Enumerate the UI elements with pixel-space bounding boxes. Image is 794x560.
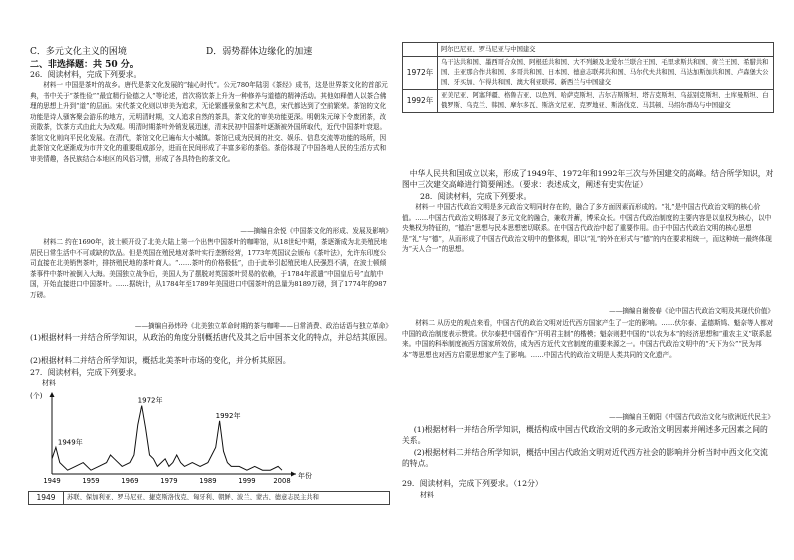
treaty-line-chart (24, 388, 324, 486)
q26-prompt: 26．阅读材料，完成下列要求。 (30, 70, 142, 79)
q26-material1: 材料一 中国是茶叶的故乡。唐代是茶文化发展的“轴心时代”。公元780年陆羽《茶经》成书，这是世界茶文化的首部元典，书中关于“茶性俭”“最宜精行俭德之人”等论述，首次将饮茶上升为一种修养与道德的精神活动。其他如释僧人以茶合佛理的思想上升到“道”的层面。宋代茶文化则以审美为追求，无论繁盛景象和艺术气息，宋代都达到了空前繁荣。茶馆的文化功能是诗人骚客聚会游乐的地方，元明清时期，文人追求自然的茶具，茶文化的审美功能更深。明朝朱元璋下令废团茶，改贡散茶，饮茶方式由此大为改观。明清时期茶叶外销发展迅速，清末民初中国茶叶逐渐被外国所取代，近代中国茶叶衰退。茶馆文化则向平民化发展。在清代，茶馆文化已遍布大小城镇。茶馆已成为民间的社交、娱乐、信息交流等功能的场所，因此茶馆文化逐渐成为市井文化的重要组成部分，进而在民间形成了丰富多彩的茶俗。茶俗体现了中国各地人民的生活方式和审美情趣，各民族结合本地区的风俗习惯，形成了各具特色的茶文化。 (30, 81, 388, 163)
x-tick-label: 1969 (121, 477, 139, 485)
table-row (29, 492, 390, 505)
table-year-cell: 1992年 (403, 90, 438, 113)
x-tick-label: 2008 (273, 477, 291, 485)
q28-task2: (2)根据材料二并结合所学知识，概括中国古代政治文明对近代西方社会的影响并分析当时中西文化交流的特点。 (402, 448, 768, 468)
q28-prompt: 28．阅读材料，完成下列要求。 (420, 192, 532, 201)
series-line (52, 406, 282, 471)
q28-source1: ——摘编自谢俊春《论中国古代政治文明及其现代价值》 (609, 307, 774, 315)
peak-annotation: 1949年 (57, 438, 83, 447)
table-text-cell: 亚美尼亚、阿塞拜疆、格鲁吉亚、以色列、哈萨克斯坦、吉尔吉斯斯坦、塔吉克斯坦、乌兹别克斯坦、土库曼斯坦、白俄罗斯、乌克兰、韩国、摩尔多瓦、斯洛文尼亚、克罗地亚、斯洛伐克、马其顿、马绍尔群岛与中国建交 (438, 90, 774, 113)
x-axis-arrow (291, 472, 296, 477)
section-title: 二、非选择题：共 50 分。 (30, 60, 139, 70)
table-text-cell: 苏联、保加利亚、罗马尼亚、捷克斯洛伐克、匈牙利、朝鲜、波兰、蒙古、德意志民主共和 (64, 492, 390, 505)
table-row (403, 90, 774, 113)
q26-source1: ——摘编自余悦《中国茶文化的形成、发展及影响》 (240, 227, 392, 235)
q29-prompt: 29．阅读材料，完成下列要求。（12分） (402, 479, 543, 488)
x-axis-label: 年份 (298, 472, 312, 480)
q27-material-label: 材料 (42, 379, 56, 387)
x-tick-label: 1989 (199, 477, 217, 485)
x-tick-label: 1959 (82, 477, 100, 485)
x-tick-label: 1999 (238, 477, 256, 485)
q26-material2: 材料二 约在1690年，波士顿开设了北美大陆上第一个出售中国茶叶的咖啡馆，从18世纪中期，茶逐渐成为北美殖民地居民日常生活中不可或缺的饮品。但是英国在殖民地对茶叶实行垄断经营，1773年英国议会颁布《茶叶法》，允许东印度公司直接在北美销售茶叶，排挤殖民地的茶叶商人。“……茶叶的价格极低”，由于此举引起殖民地人民强烈不满，在波士顿倾茶事件中茶叶被倒入大海。美国独立战争后，美国人为了摆脱对英国茶叶贸易的依赖，于1784年派遣“中国皇后号”直航中国，开始直接进口中国茶叶。……据统计，从1784年至1789年美国进口中国茶叶的总量为8189万磅，到了1774年的987万磅。 (30, 238, 387, 299)
q28-task1: (1)根据材料一并结合所学知识，概括构成中国古代政治文明的多元政治文明因素并阐述多元因素之间的关系。 (402, 425, 768, 445)
table-text-cell: 乌干达共和国、墨西哥合众国、阿根廷共和国、大不列颠及北爱尔兰联合王国、毛里求斯共和国、荷兰王国、希腊共和国、圭亚那合作共和国、多哥共和国、日本国、德意志联邦共和国、马尔代夫共和国、马达加斯加共和国、卢森堡大公国、牙买加、乍得共和国、澳大利亚联邦、新西兰与中国建交 (438, 57, 774, 90)
y-axis-arrow (50, 392, 55, 397)
y-axis-label: (个) (30, 392, 43, 400)
q27-prompt: 27．阅读材料，完成下列要求。 (30, 368, 142, 377)
q28-material2: 材料二 从历史的观点来看，中国古代的政治文明对近代西方国家产生了一定的影响。……伏尔泰、孟德斯鸠、魁奈等人都对中国的政治制度表示赞赏。伏尔泰把中国看作“开明君主制”的楷模；魁奈则把中国的“以农为本”的经济思想和“重农主义”联系起来。中国的科举制度被西方国家所效仿，成为西方近代文官制度的重要来源之一。中国古代政治文明中的“天下为公”“民为邦本”等思想也对西方启蒙思想家产生了影响。……中国古代的政治文明是人类共同的文化遗产。 (402, 319, 774, 359)
q26-task2: (2)根据材料二并结合所学知识，概括北美茶叶市场的变化，并分析其原因。 (30, 356, 291, 365)
option-d: D．弱势群体边缘化的加速 (206, 47, 313, 57)
x-tick-label: 1979 (160, 477, 178, 485)
table-row (403, 57, 774, 90)
peak-annotation: 1992年 (215, 411, 241, 420)
table-text-cell: 阿尔巴尼亚、罗马尼亚与中国建交 (438, 43, 774, 57)
table-year-cell: 1972年 (403, 57, 438, 90)
q27-bottom-table (28, 491, 390, 505)
q29-material-label: 材料 (420, 491, 434, 499)
table-row (403, 43, 774, 57)
peak-annotation: 1972年 (137, 396, 163, 405)
q26-source2: ——摘编自孙炜玲《北美独立革命时期的茶与咖啡——日常消费、政治话语与独立革命》 (134, 322, 392, 330)
x-tick-label: 1949 (43, 477, 61, 485)
q27-task: 中华人民共和国成立以来，形成了1949年、1972年和1992年三次与外国建交的高峰。结合所学知识，对图中三次建交高峰进行简要阐述。（要求：表述成文，阐述有史实佐证） (402, 169, 774, 189)
q28-source2: ——摘编自王朝阳《中国古代政治文化与欧洲近代民主》 (609, 413, 774, 421)
table-year-cell (403, 43, 438, 57)
diplomacy-table (402, 42, 774, 113)
table-year-cell: 1949 (29, 492, 64, 505)
q28-material1: 材料一 中国古代政治文明是多元政治文明同时存在的，融合了多方面因素而形成的。“礼”是中国古代政治文明的核心价值。……中国古代政治文明体现了多元文化的融合，兼收并蓄，博采众长。中国古代政治制度的主要内容是以皇权为核心，以中央集权为特征的，“德治”思想与民本思想密切联系。在中国古代政治中起了重要作用。由于中国古代政治文明的核心思想是“礼”与“德”，从而形成了中国古代政治文明中的整体观，即以“礼”的外在形式与“德”的内在要求相统一，而这种统一最终体现为“天人合一”的思想。 (402, 203, 772, 253)
option-c: C．多元文化主义的困境 (30, 47, 127, 57)
q26-task1: (1)根据材料一并结合所学知识，从政治的角度分别概括唐代及其之后中国茶文化的特点，并总结其原因。 (30, 333, 392, 342)
